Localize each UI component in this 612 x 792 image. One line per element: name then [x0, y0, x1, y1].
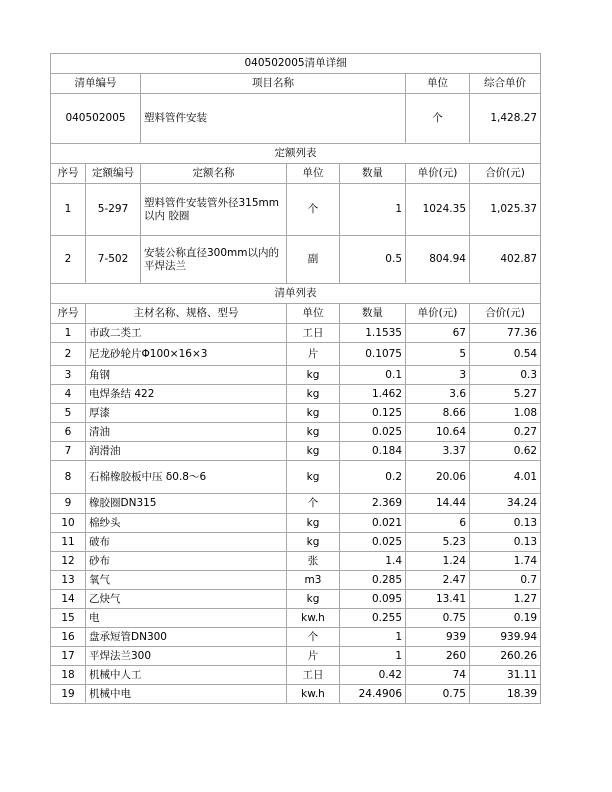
title-row	[51, 54, 541, 74]
table-body	[51, 54, 541, 704]
quota-qty: 1	[340, 184, 406, 236]
material-total: 0.62	[470, 442, 541, 461]
material-total: 31.11	[470, 666, 541, 685]
material-unit: kw.h	[287, 609, 340, 628]
material-seq: 5	[51, 404, 86, 423]
quota-qty-header: 数量	[340, 164, 406, 184]
material-name: 角钢	[86, 366, 287, 385]
material-seq: 8	[51, 461, 86, 494]
material-unit: kg	[287, 514, 340, 533]
bill-price: 1,428.27	[470, 94, 541, 144]
material-name-header: 主材名称、规格、型号	[86, 304, 287, 324]
material-unit-price: 13.41	[406, 590, 470, 609]
material-unit: 个	[287, 628, 340, 647]
material-qty: 0.42	[340, 666, 406, 685]
material-seq: 3	[51, 366, 86, 385]
material-unit-price: 3	[406, 366, 470, 385]
material-unit: 工日	[287, 324, 340, 343]
material-qty: 0.125	[340, 404, 406, 423]
material-total: 0.3	[470, 366, 541, 385]
material-qty: 0.1	[340, 366, 406, 385]
material-seq: 13	[51, 571, 86, 590]
material-unit-price: 6	[406, 514, 470, 533]
material-name: 厚漆	[86, 404, 287, 423]
material-name: 砂布	[86, 552, 287, 571]
material-total: 0.13	[470, 514, 541, 533]
material-unit-price: 0.75	[406, 685, 470, 704]
material-seq-header: 序号	[51, 304, 86, 324]
material-name: 石棉橡胶板中压 δ0.8～6	[86, 461, 287, 494]
bill-header-row	[51, 74, 541, 94]
material-qty: 0.255	[340, 609, 406, 628]
bill-unit: 个	[406, 94, 470, 144]
quota-name-header: 定额名称	[141, 164, 287, 184]
material-total: 0.13	[470, 533, 541, 552]
material-qty: 1.462	[340, 385, 406, 404]
material-unit-price: 5	[406, 343, 470, 366]
material-seq: 10	[51, 514, 86, 533]
material-row	[51, 343, 541, 366]
material-seq: 2	[51, 343, 86, 366]
material-unit: kg	[287, 423, 340, 442]
material-row	[51, 628, 541, 647]
material-seq: 16	[51, 628, 86, 647]
material-row	[51, 324, 541, 343]
material-row	[51, 647, 541, 666]
material-name: 电	[86, 609, 287, 628]
material-unit: kg	[287, 366, 340, 385]
quota-qty: 0.5	[340, 236, 406, 284]
bill-unit-header: 单位	[406, 74, 470, 94]
material-total: 0.7	[470, 571, 541, 590]
material-unit: 片	[287, 647, 340, 666]
material-total: 260.26	[470, 647, 541, 666]
material-name: 润滑油	[86, 442, 287, 461]
material-unit-price: 3.37	[406, 442, 470, 461]
quota-unit-price-header: 单价(元)	[406, 164, 470, 184]
quota-code: 7-502	[86, 236, 141, 284]
bill-detail-table	[50, 53, 541, 704]
material-seq: 19	[51, 685, 86, 704]
material-total: 34.24	[470, 494, 541, 514]
quota-unit-header: 单位	[287, 164, 340, 184]
material-total: 77.36	[470, 324, 541, 343]
quota-unit: 副	[287, 236, 340, 284]
material-row	[51, 609, 541, 628]
material-unit: kg	[287, 385, 340, 404]
material-qty: 1	[340, 628, 406, 647]
material-qty: 1.4	[340, 552, 406, 571]
material-unit-price: 2.47	[406, 571, 470, 590]
material-row	[51, 442, 541, 461]
bill-price-header: 综合单价	[470, 74, 541, 94]
material-seq: 17	[51, 647, 86, 666]
material-unit: 张	[287, 552, 340, 571]
material-unit-price: 8.66	[406, 404, 470, 423]
material-name: 破布	[86, 533, 287, 552]
quota-unit: 个	[287, 184, 340, 236]
material-seq: 9	[51, 494, 86, 514]
material-row	[51, 590, 541, 609]
material-row	[51, 685, 541, 704]
quota-total: 1,025.37	[470, 184, 541, 236]
material-row	[51, 423, 541, 442]
material-name: 乙炔气	[86, 590, 287, 609]
material-row	[51, 514, 541, 533]
quota-seq: 1	[51, 184, 86, 236]
material-qty: 0.025	[340, 533, 406, 552]
material-header-row	[51, 304, 541, 324]
material-row	[51, 366, 541, 385]
material-unit-price: 0.75	[406, 609, 470, 628]
material-qty: 0.2	[340, 461, 406, 494]
material-section-row	[51, 284, 541, 304]
material-row	[51, 666, 541, 685]
material-unit: kg	[287, 533, 340, 552]
material-total: 5.27	[470, 385, 541, 404]
material-seq: 18	[51, 666, 86, 685]
material-name: 尼龙砂轮片Φ100×16×3	[86, 343, 287, 366]
material-total: 939.94	[470, 628, 541, 647]
material-total: 0.27	[470, 423, 541, 442]
material-name: 机械中电	[86, 685, 287, 704]
quota-total-header: 合价(元)	[470, 164, 541, 184]
material-total: 1.08	[470, 404, 541, 423]
bill-detail-sheet	[50, 53, 540, 704]
material-seq: 15	[51, 609, 86, 628]
quota-section-title: 定额列表	[51, 144, 541, 164]
material-unit: kg	[287, 404, 340, 423]
material-seq: 7	[51, 442, 86, 461]
material-seq: 4	[51, 385, 86, 404]
material-name: 橡胶圈DN315	[86, 494, 287, 514]
material-name: 清油	[86, 423, 287, 442]
material-section-title: 清单列表	[51, 284, 541, 304]
quota-name: 塑料管件安装管外径315mm以内 胶圈	[141, 184, 287, 236]
material-total: 1.27	[470, 590, 541, 609]
quota-row	[51, 236, 541, 284]
material-qty: 0.1075	[340, 343, 406, 366]
material-unit-price: 74	[406, 666, 470, 685]
material-unit-header: 单位	[287, 304, 340, 324]
material-qty: 0.095	[340, 590, 406, 609]
material-unit-price: 20.06	[406, 461, 470, 494]
material-qty: 0.025	[340, 423, 406, 442]
sheet-title: 040502005清单详细	[51, 54, 541, 74]
quota-row	[51, 184, 541, 236]
material-unit-price: 939	[406, 628, 470, 647]
quota-header-row	[51, 164, 541, 184]
material-name: 氧气	[86, 571, 287, 590]
material-qty: 24.4906	[340, 685, 406, 704]
bill-code-header: 清单编号	[51, 74, 141, 94]
material-name: 盘承短管DN300	[86, 628, 287, 647]
material-total: 4.01	[470, 461, 541, 494]
material-seq: 14	[51, 590, 86, 609]
quota-section-row	[51, 144, 541, 164]
material-unit: 个	[287, 494, 340, 514]
material-unit-price: 1.24	[406, 552, 470, 571]
material-unit: kw.h	[287, 685, 340, 704]
material-row	[51, 385, 541, 404]
material-name: 电焊条结 422	[86, 385, 287, 404]
material-qty: 2.369	[340, 494, 406, 514]
material-unit: kg	[287, 461, 340, 494]
material-unit-price: 67	[406, 324, 470, 343]
material-qty-header: 数量	[340, 304, 406, 324]
material-qty: 0.285	[340, 571, 406, 590]
material-seq: 11	[51, 533, 86, 552]
quota-code: 5-297	[86, 184, 141, 236]
quota-unit-price: 804.94	[406, 236, 470, 284]
material-name: 棉纱头	[86, 514, 287, 533]
quota-unit-price: 1024.35	[406, 184, 470, 236]
material-qty: 0.184	[340, 442, 406, 461]
material-row	[51, 494, 541, 514]
quota-name: 安装公称直径300mm以内的平焊法兰	[141, 236, 287, 284]
material-row	[51, 552, 541, 571]
material-total: 0.19	[470, 609, 541, 628]
material-unit: kg	[287, 442, 340, 461]
material-name: 市政二类工	[86, 324, 287, 343]
bill-name: 塑料管件安装	[141, 94, 406, 144]
quota-seq: 2	[51, 236, 86, 284]
material-unit-price: 5.23	[406, 533, 470, 552]
material-unit-price-header: 单价(元)	[406, 304, 470, 324]
material-unit-price: 3.6	[406, 385, 470, 404]
material-name: 机械中人工	[86, 666, 287, 685]
material-qty: 1.1535	[340, 324, 406, 343]
bill-name-header: 项目名称	[141, 74, 406, 94]
material-unit: kg	[287, 590, 340, 609]
material-row	[51, 533, 541, 552]
material-total: 1.74	[470, 552, 541, 571]
material-total: 0.54	[470, 343, 541, 366]
material-row	[51, 571, 541, 590]
material-total-header: 合价(元)	[470, 304, 541, 324]
quota-seq-header: 序号	[51, 164, 86, 184]
quota-total: 402.87	[470, 236, 541, 284]
material-seq: 12	[51, 552, 86, 571]
material-qty: 0.021	[340, 514, 406, 533]
material-qty: 1	[340, 647, 406, 666]
bill-row	[51, 94, 541, 144]
bill-code: 040502005	[51, 94, 141, 144]
quota-code-header: 定额编号	[86, 164, 141, 184]
material-seq: 1	[51, 324, 86, 343]
material-row	[51, 461, 541, 494]
material-unit-price: 10.64	[406, 423, 470, 442]
material-unit-price: 14.44	[406, 494, 470, 514]
material-seq: 6	[51, 423, 86, 442]
material-unit-price: 260	[406, 647, 470, 666]
material-unit: 片	[287, 343, 340, 366]
material-name: 平焊法兰300	[86, 647, 287, 666]
material-unit: m3	[287, 571, 340, 590]
material-unit: 工日	[287, 666, 340, 685]
material-row	[51, 404, 541, 423]
material-total: 18.39	[470, 685, 541, 704]
